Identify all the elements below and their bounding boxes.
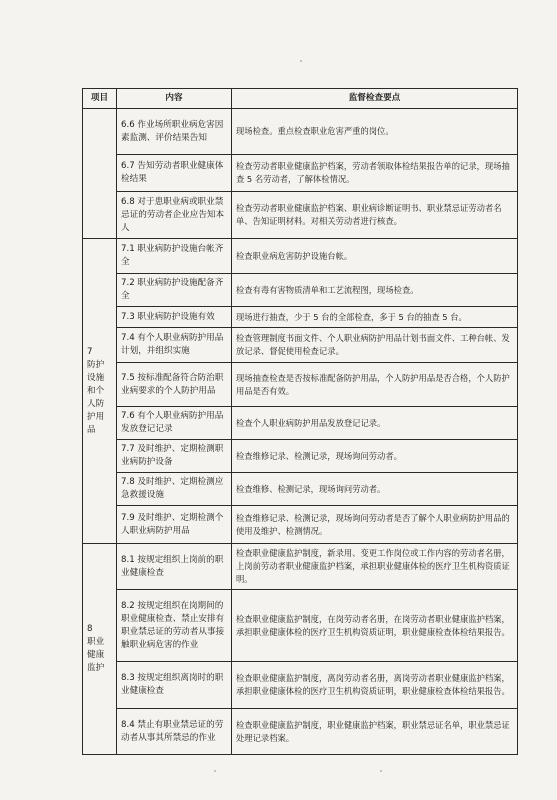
table-row — [83, 328, 518, 363]
item-cell: 7.1 职业病防护设施台帐齐全 — [117, 239, 232, 274]
point-cell: 检查管理制度书面文件、个人职业病防护用品计划书面文件、工种台帐、发放记录、督促使用检查记录。 — [232, 328, 518, 363]
scan-speck — [300, 60, 302, 62]
item-cell: 7.9 及时维护、定期检测个人职业病防护用品 — [117, 506, 232, 544]
point-cell: 检查劳动者职业健康监护档案、职业病诊断证明书、职业禁忌证劳动者名单、告知证明材料。对相关劳动者进行核查。 — [232, 192, 518, 239]
table-header-row — [83, 89, 518, 109]
group-cell-8 — [83, 544, 117, 755]
item-cell: 7.8 及时维护、定期检测应急救援设施 — [117, 473, 232, 506]
point-cell: 现场进行抽查，少于 5 台的全部检查，多于 5 台的抽查 5 台。 — [232, 307, 518, 328]
point-cell: 检查职业病危害防护设施台帐。 — [232, 239, 518, 274]
table-row — [83, 363, 518, 407]
item-cell: 7.4 有个人职业病防护用品计划，并组织实施 — [117, 328, 232, 363]
point-cell: 检查劳动者职业健康监护档案，劳动者领取体检结果报告单的记录，现场抽查 5 名劳动者，了解体检情况。 — [232, 155, 518, 192]
table-row — [83, 709, 518, 755]
item-cell: 7.5 按标准配备符合防治职业病要求的个人防护用品 — [117, 363, 232, 407]
header-key-points: 监督检查要点 — [232, 89, 518, 109]
item-cell: 8.1 按规定组织上岗前的职业健康检查 — [117, 544, 232, 590]
item-cell: 6.6 作业场所职业病危害因素监测、评价结果告知 — [117, 109, 232, 155]
table-row — [83, 109, 518, 155]
item-cell: 8.4 禁止有职业禁忌证的劳动者从事其所禁忌的作业 — [117, 709, 232, 755]
item-cell: 8.3 按规定组织离岗时的职业健康检查 — [117, 662, 232, 709]
point-cell: 检查职业健康监护制度，职业健康监护档案，职业禁忌证名单，职业禁忌证处理记录档案。 — [232, 709, 518, 755]
group-cell-6 — [83, 109, 117, 239]
table-row — [83, 662, 518, 709]
table-row — [83, 544, 518, 590]
item-cell: 6.7 告知劳动者职业健康体检结果 — [117, 155, 232, 192]
table-row — [83, 590, 518, 662]
table-row — [83, 473, 518, 506]
scan-speck — [380, 770, 382, 772]
table-row — [83, 155, 518, 192]
table-row — [83, 440, 518, 473]
group-label-7: 7 防护设施和个人防护用品 — [87, 346, 105, 435]
table-row — [83, 274, 518, 307]
header-content: 内容 — [117, 89, 232, 109]
point-cell: 检查维修记录、检测记录，现场询问劳动者。 — [232, 440, 518, 473]
table-row — [83, 506, 518, 544]
item-cell: 7.6 有个人职业病防护用品发放登记记录 — [117, 407, 232, 440]
item-cell: 7.2 职业病防护设施配备齐全 — [117, 274, 232, 307]
point-cell: 检查有毒有害物质清单和工艺流程图，现场检查。 — [232, 274, 518, 307]
point-cell: 现场抽查检查是否按标准配备防护用品，个人防护用品是否合格，个人防护用品是否有效。 — [232, 363, 518, 407]
point-cell: 检查职业健康监护制度，离岗劳动者名册，离岗劳动者职业健康监护档案，承担职业健康体检的医疗卫生机构资质证明，职业健康检查体检结果报告。 — [232, 662, 518, 709]
point-cell: 检查个人职业病防护用品发放登记记录。 — [232, 407, 518, 440]
table-row — [83, 307, 518, 328]
point-cell: 检查职业健康监护制度，新录用、变更工作岗位或工作内容的劳动者名册，上岗前劳动者职业健康监护档案，承担职业健康体检的医疗卫生机构资质证明。 — [232, 544, 518, 590]
group-label-8: 8 职业健康监护 — [87, 624, 105, 673]
point-cell: 检查职业健康监护制度，在岗劳动者名册，在岗劳动者职业健康监护档案，承担职业健康体检的医疗卫生机构资质证明，职业健康检查体检结果报告。 — [232, 590, 518, 662]
group-cell-7 — [83, 239, 117, 544]
item-cell: 7.7 及时维护、定期检测职业病防护设备 — [117, 440, 232, 473]
table-row — [83, 407, 518, 440]
table-row — [83, 239, 518, 274]
point-cell: 现场检查。重点检查职业危害严重的岗位。 — [232, 109, 518, 155]
point-cell: 检查维修记录、检测记录，现场询问劳动者是否了解个人职业病防护用品的使用及维护、检测情况。 — [232, 506, 518, 544]
item-cell: 7.3 职业病防护设施有效 — [117, 307, 232, 328]
point-cell: 检查维修、检测记录，现场询问劳动者。 — [232, 473, 518, 506]
header-project: 项目 — [83, 89, 117, 109]
item-cell: 6.8 对于患职业病或职业禁忌证的劳动者企业应告知本人 — [117, 192, 232, 239]
scan-speck — [214, 770, 216, 772]
item-cell: 8.2 按规定组织在岗期间的职业健康检查、禁止安排有职业禁忌证的劳动者从事接触职业病危害的作业 — [117, 590, 232, 662]
supervision-checklist-table — [82, 88, 518, 755]
table-row — [83, 192, 518, 239]
